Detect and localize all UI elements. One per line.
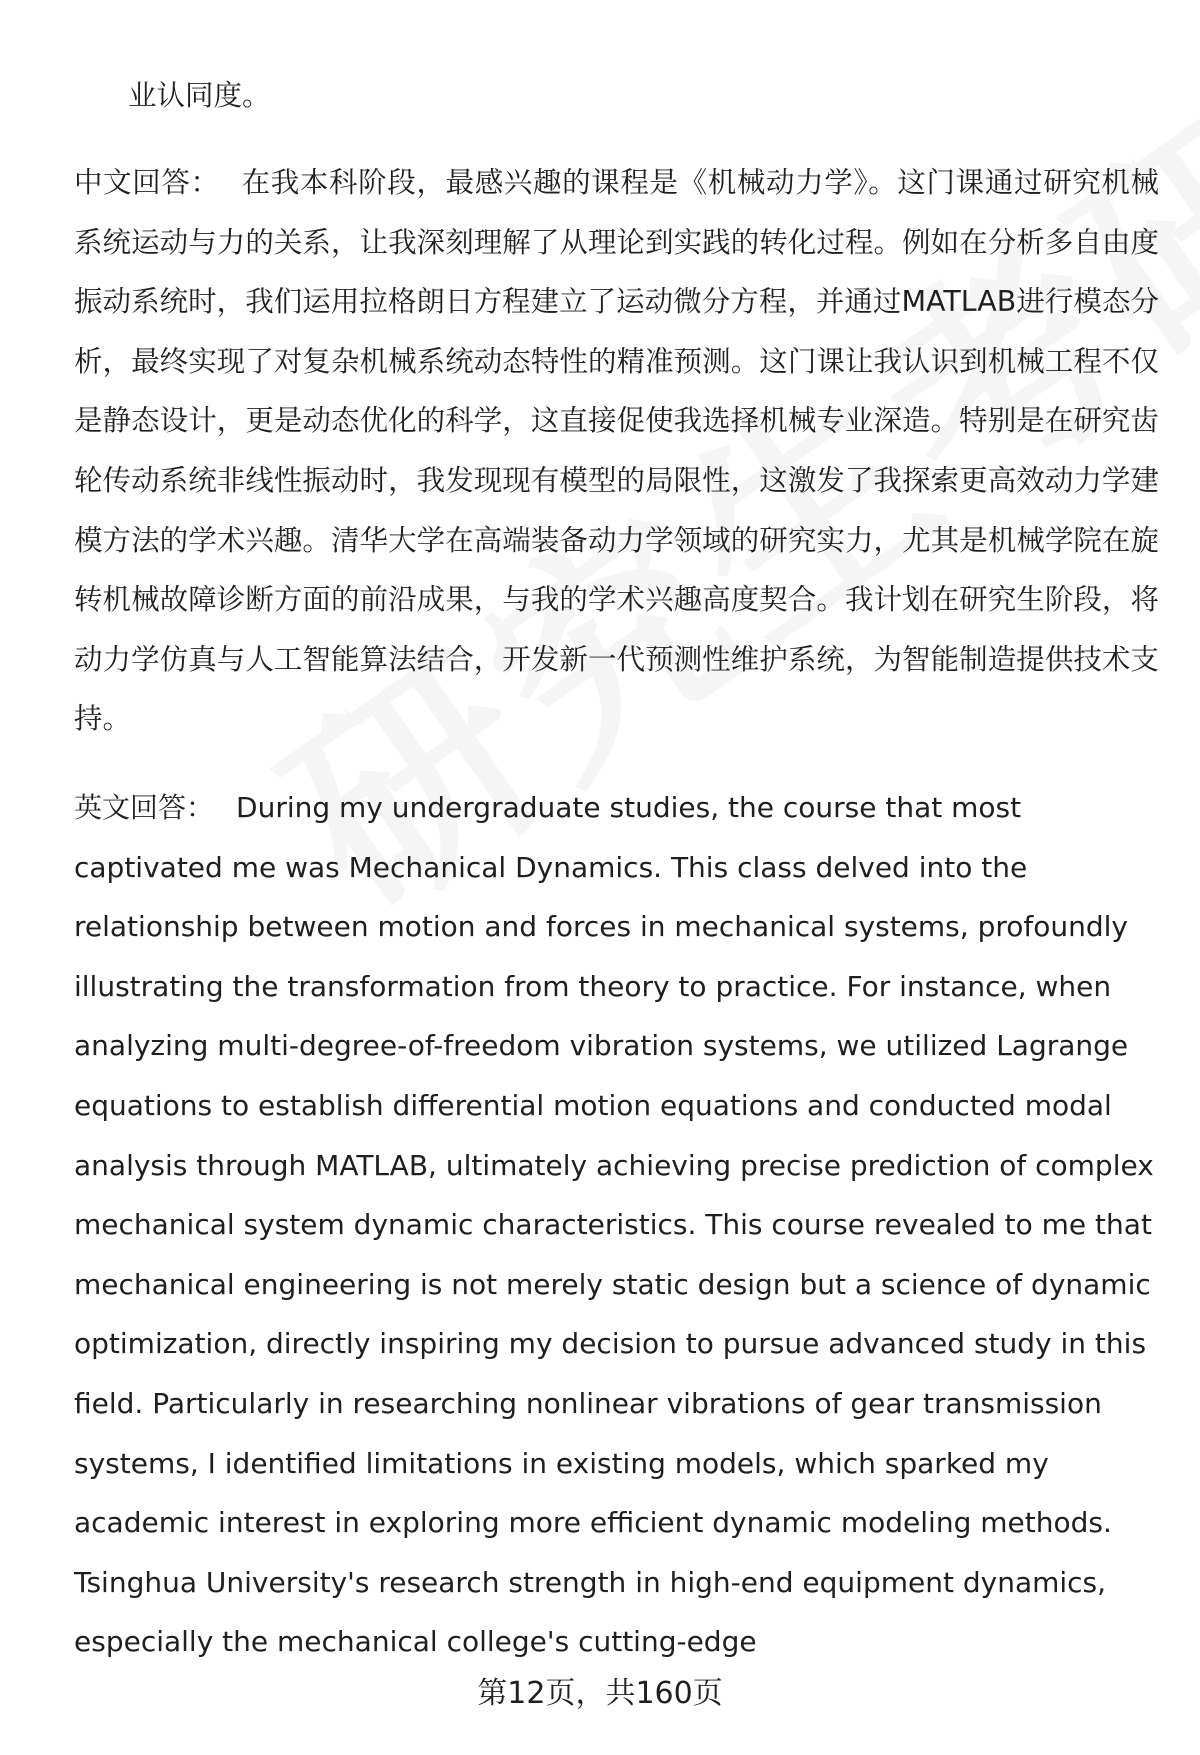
english-answer-paragraph xyxy=(74,778,1164,1672)
continuation-paragraph: 业认同度。 xyxy=(128,79,271,112)
page-number-footer: 第12页，共160页 xyxy=(477,1676,723,1711)
english-answer-label: 英文回答： xyxy=(74,791,215,824)
chinese-answer-text: 在我本科阶段，最感兴趣的课程是《机械动力学》。这门课通过研究机械系统运动与力的关系，让我深刻理解了从理论到实践的转化过程。例如在分析多自由度振动系统时，我们运用拉格朗日方程建立了运动微分方程，并通过MATLAB进行模态分析，最终实现了对复杂机械系统动态特性的精准预测。这门课让我认识到机械工程不仅是静态设计，更是动态优化的科学，这直接促使我选择机械专业深造。特别是在研究齿轮传动系统非线性振动时，我发现现有模型的局限性，这激发了我探索更高效动力学建模方法的学术兴趣。清华大学在高端装备动力学领域的研究实力，尤其是机械学院在旋转机械故障诊断方面的前沿成果，与我的学术兴趣高度契合。我计划在研究生阶段，将动力学仿真与人工智能算法结合，开发新一代预测性维护系统，为智能制造提供技术支持。 xyxy=(74,166,1159,736)
english-answer-text: During my undergraduate studies, the course that most captivated me was Mechanical Dynamics. This class delved into the relationship between motion and forces in mechanical systems, profoundly illustrating the transformation from theory to practice. For instance, when analyzing multi-degree-of-freedom vibration systems, we utilized Lagrange equations to establish differential motion equations and conducted modal analysis through MATLAB, ultimately achieving precise prediction of complex mechanical system dynamic characteristics. This course revealed to me that mechanical engineering is not merely static design but a science of dynamic optimization, directly inspiring my decision to pursue advanced study in this field. Particularly in researching nonlinear vibrations of gear transmission systems, I identified limitations in existing models, which sparked my academic interest in exploring more efficient dynamic modeling methods. Tsinghua University's research strength in high-end equipment dynamics, especially the mechanical college's cutting-edge xyxy=(74,791,1154,1659)
chinese-answer-label: 中文回答： xyxy=(74,166,220,199)
chinese-answer-paragraph xyxy=(74,153,1159,749)
